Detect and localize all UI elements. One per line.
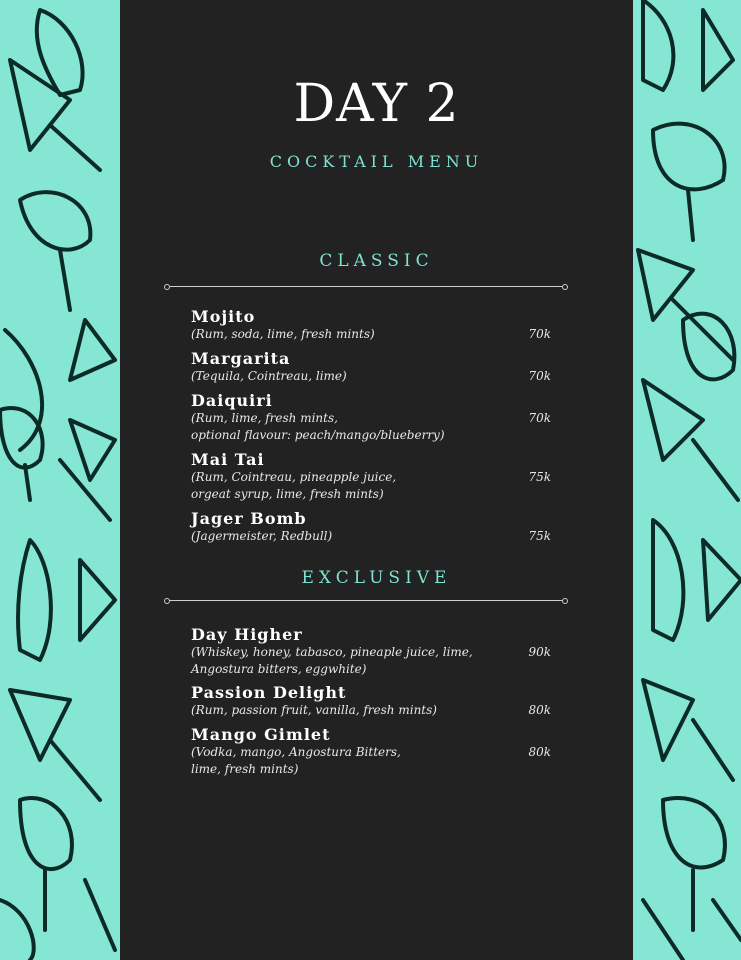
item-name: Mango Gimlet [191, 725, 331, 744]
section-title-classic: CLASSIC [319, 251, 434, 271]
menu-panel [120, 0, 633, 960]
section-divider [170, 600, 562, 601]
menu-item [191, 450, 561, 503]
page-subtitle: COCKTAIL MENU [269, 152, 484, 171]
item-description: (Rum, Cointreau, pineapple juice, orgeat syrup, lime, fresh mints) [191, 470, 397, 501]
section-title-exclusive: EXCLUSIVE [301, 568, 452, 588]
item-description: (Rum, soda, lime, fresh mints) [191, 327, 375, 341]
menu-item [191, 625, 561, 678]
menu-item [191, 349, 561, 385]
item-description: (Jagermeister, Redbull) [191, 529, 333, 543]
menu-item [191, 391, 561, 444]
item-price: 70k [528, 369, 551, 383]
item-price: 80k [528, 745, 551, 759]
item-price: 90k [528, 645, 551, 659]
menu-item [191, 725, 561, 778]
item-price: 75k [528, 470, 551, 484]
item-price: 75k [528, 529, 551, 543]
item-description: (Rum, lime, fresh mints, optional flavour: peach/mango/blueberry) [191, 411, 445, 442]
right-glass-pattern [633, 0, 741, 960]
item-name: Passion Delight [191, 683, 347, 702]
item-name: Daiquiri [191, 391, 273, 410]
item-name: Mai Tai [191, 450, 265, 469]
item-price: 80k [528, 703, 551, 717]
menu-item [191, 509, 561, 545]
page-title: DAY 2 [293, 74, 460, 134]
item-description: (Rum, passion fruit, vanilla, fresh mints) [191, 703, 437, 717]
item-price: 70k [528, 327, 551, 341]
item-price: 70k [528, 411, 551, 425]
item-name: Margarita [191, 349, 291, 368]
menu-item [191, 683, 561, 719]
item-description: (Vodka, mango, Angostura Bitters, lime, fresh mints) [191, 745, 401, 776]
section-divider [170, 286, 562, 287]
item-name: Jager Bomb [191, 509, 307, 528]
item-description: (Whiskey, honey, tabasco, pineaple juice, lime, Angostura bitters, eggwhite) [191, 645, 473, 676]
left-glass-pattern [0, 0, 120, 960]
menu-item [191, 307, 561, 343]
item-description: (Tequila, Cointreau, lime) [191, 369, 347, 383]
item-name: Mojito [191, 307, 256, 326]
item-name: Day Higher [191, 625, 303, 644]
